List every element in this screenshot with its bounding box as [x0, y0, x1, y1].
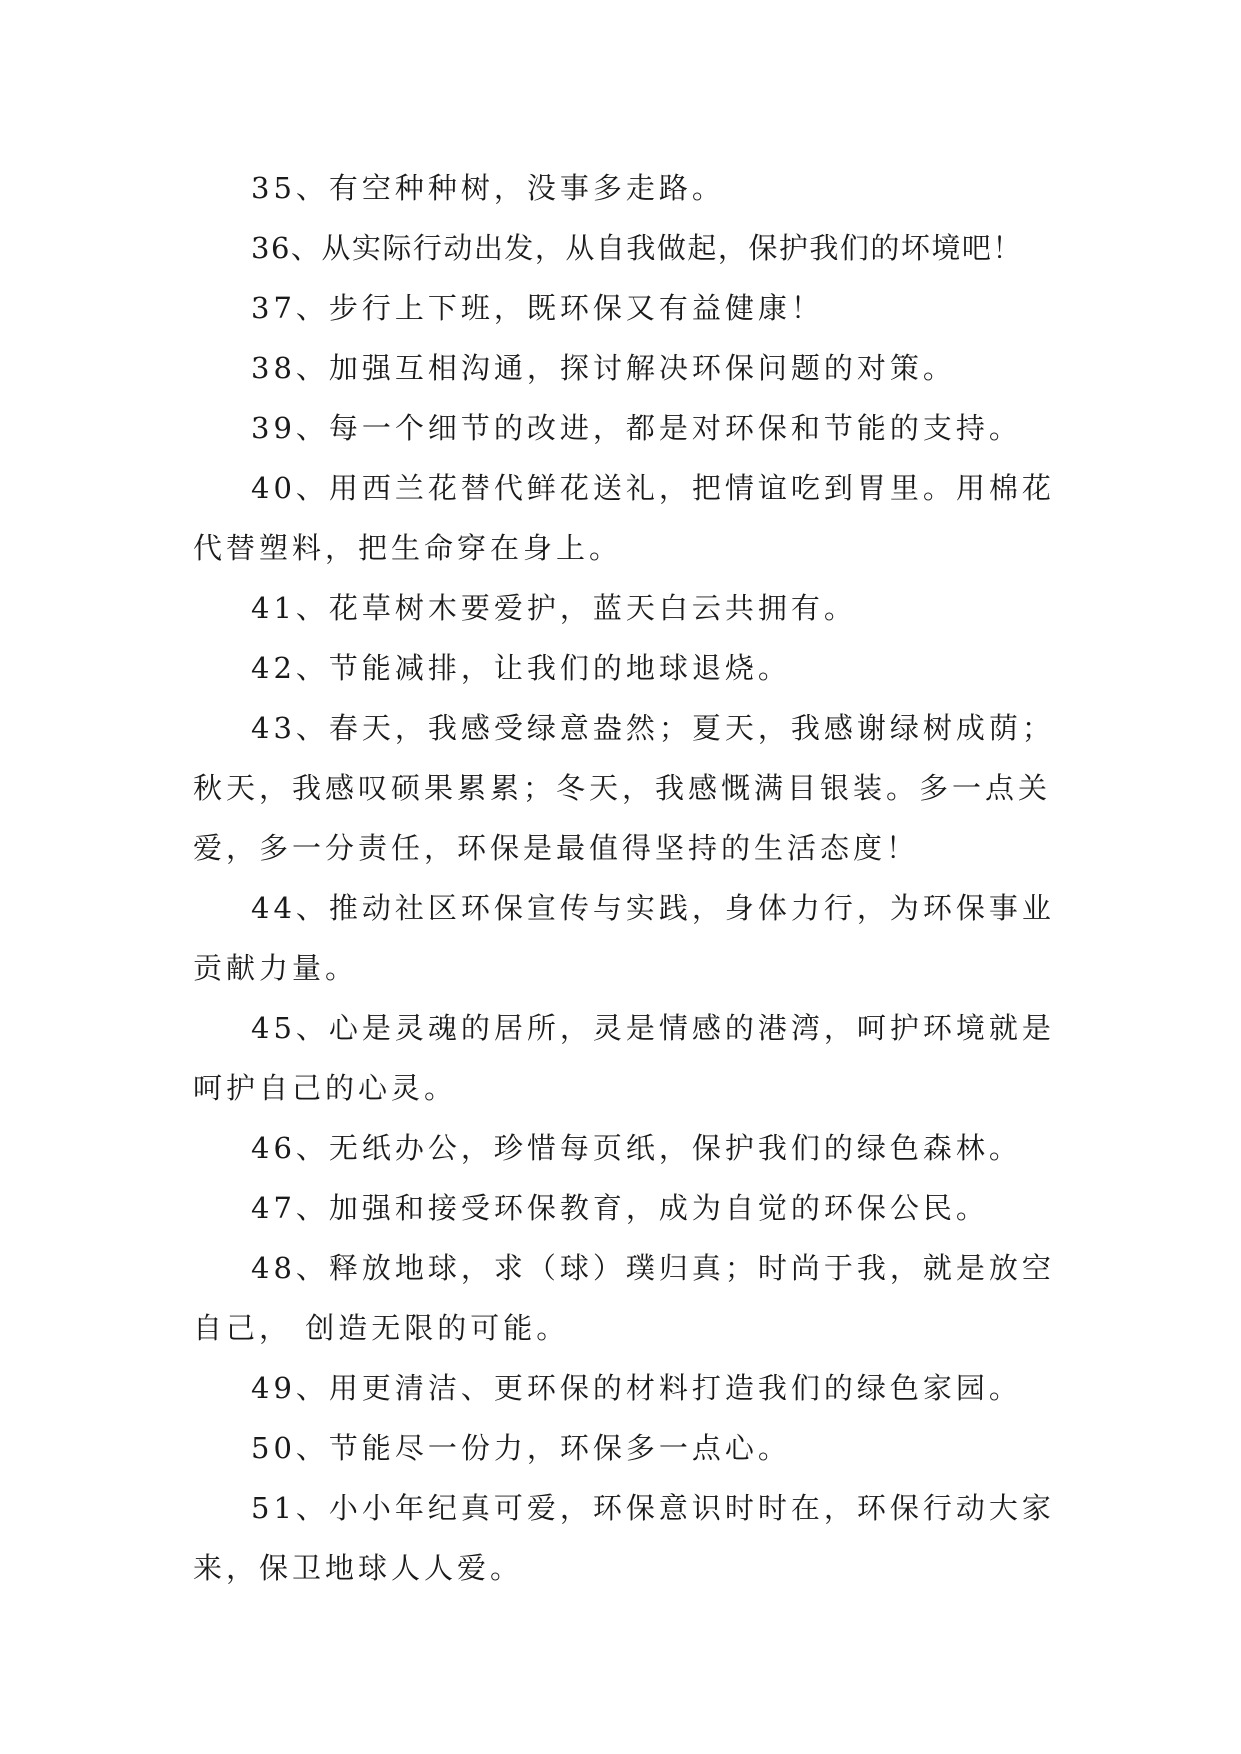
paragraph-45: 45、心是灵魂的居所，灵是情感的港湾，呵护环境就是呵护自己的心灵。 — [193, 1011, 1055, 1105]
paragraph-48: 48、释放地球，求（球）璞归真；时尚于我，就是放空自己， 创造无限的可能。 — [193, 1251, 1055, 1345]
paragraph-37: 37、步行上下班，既环保又有益健康！ — [251, 291, 824, 325]
paragraph-36: 36、从实际行动出发，从自我做起，保护我们的坏境吧！ — [251, 231, 1023, 265]
paragraph-42: 42、节能减排，让我们的地球退烧。 — [251, 651, 791, 685]
paragraph-51: 51、小小年纪真可爱，环保意识时时在，环保行动大家来，保卫地球人人爱。 — [193, 1491, 1055, 1585]
paragraph-44: 44、推动社区环保宣传与实践，身体力行，为环保事业贡献力量。 — [193, 891, 1055, 985]
paragraph-39: 39、每一个细节的改进，都是对环保和节能的支持。 — [251, 411, 1022, 445]
paragraph-38: 38、加强互相沟通，探讨解决环保问题的对策。 — [251, 351, 956, 385]
document-body — [193, 158, 1065, 1598]
paragraph-49: 49、用更清洁、更环保的材料打造我们的绿色家园。 — [251, 1371, 1022, 1405]
paragraph-41: 41、花草树木要爱护，蓝天白云共拥有。 — [251, 591, 857, 625]
paragraph-47: 47、加强和接受环保教育，成为自觉的环保公民。 — [251, 1191, 989, 1225]
paragraph-46: 46、无纸办公，珍惜每页纸，保护我们的绿色森林。 — [251, 1131, 1022, 1165]
paragraph-43: 43、春天，我感受绿意盎然；夏天，我感谢绿树成荫；秋天，我感叹硕果累累；冬天，我感慨满目银装。多一点关爱，多一分责任，环保是最值得坚持的生活态度！ — [193, 711, 1055, 865]
paragraph-35: 35、有空种种树，没事多走路。 — [251, 171, 725, 205]
paragraph-50: 50、节能尽一份力，环保多一点心。 — [251, 1431, 791, 1465]
paragraph-40: 40、用西兰花替代鲜花送礼，把情谊吃到胃里。用棉花代替塑料，把生命穿在身上。 — [193, 471, 1055, 565]
